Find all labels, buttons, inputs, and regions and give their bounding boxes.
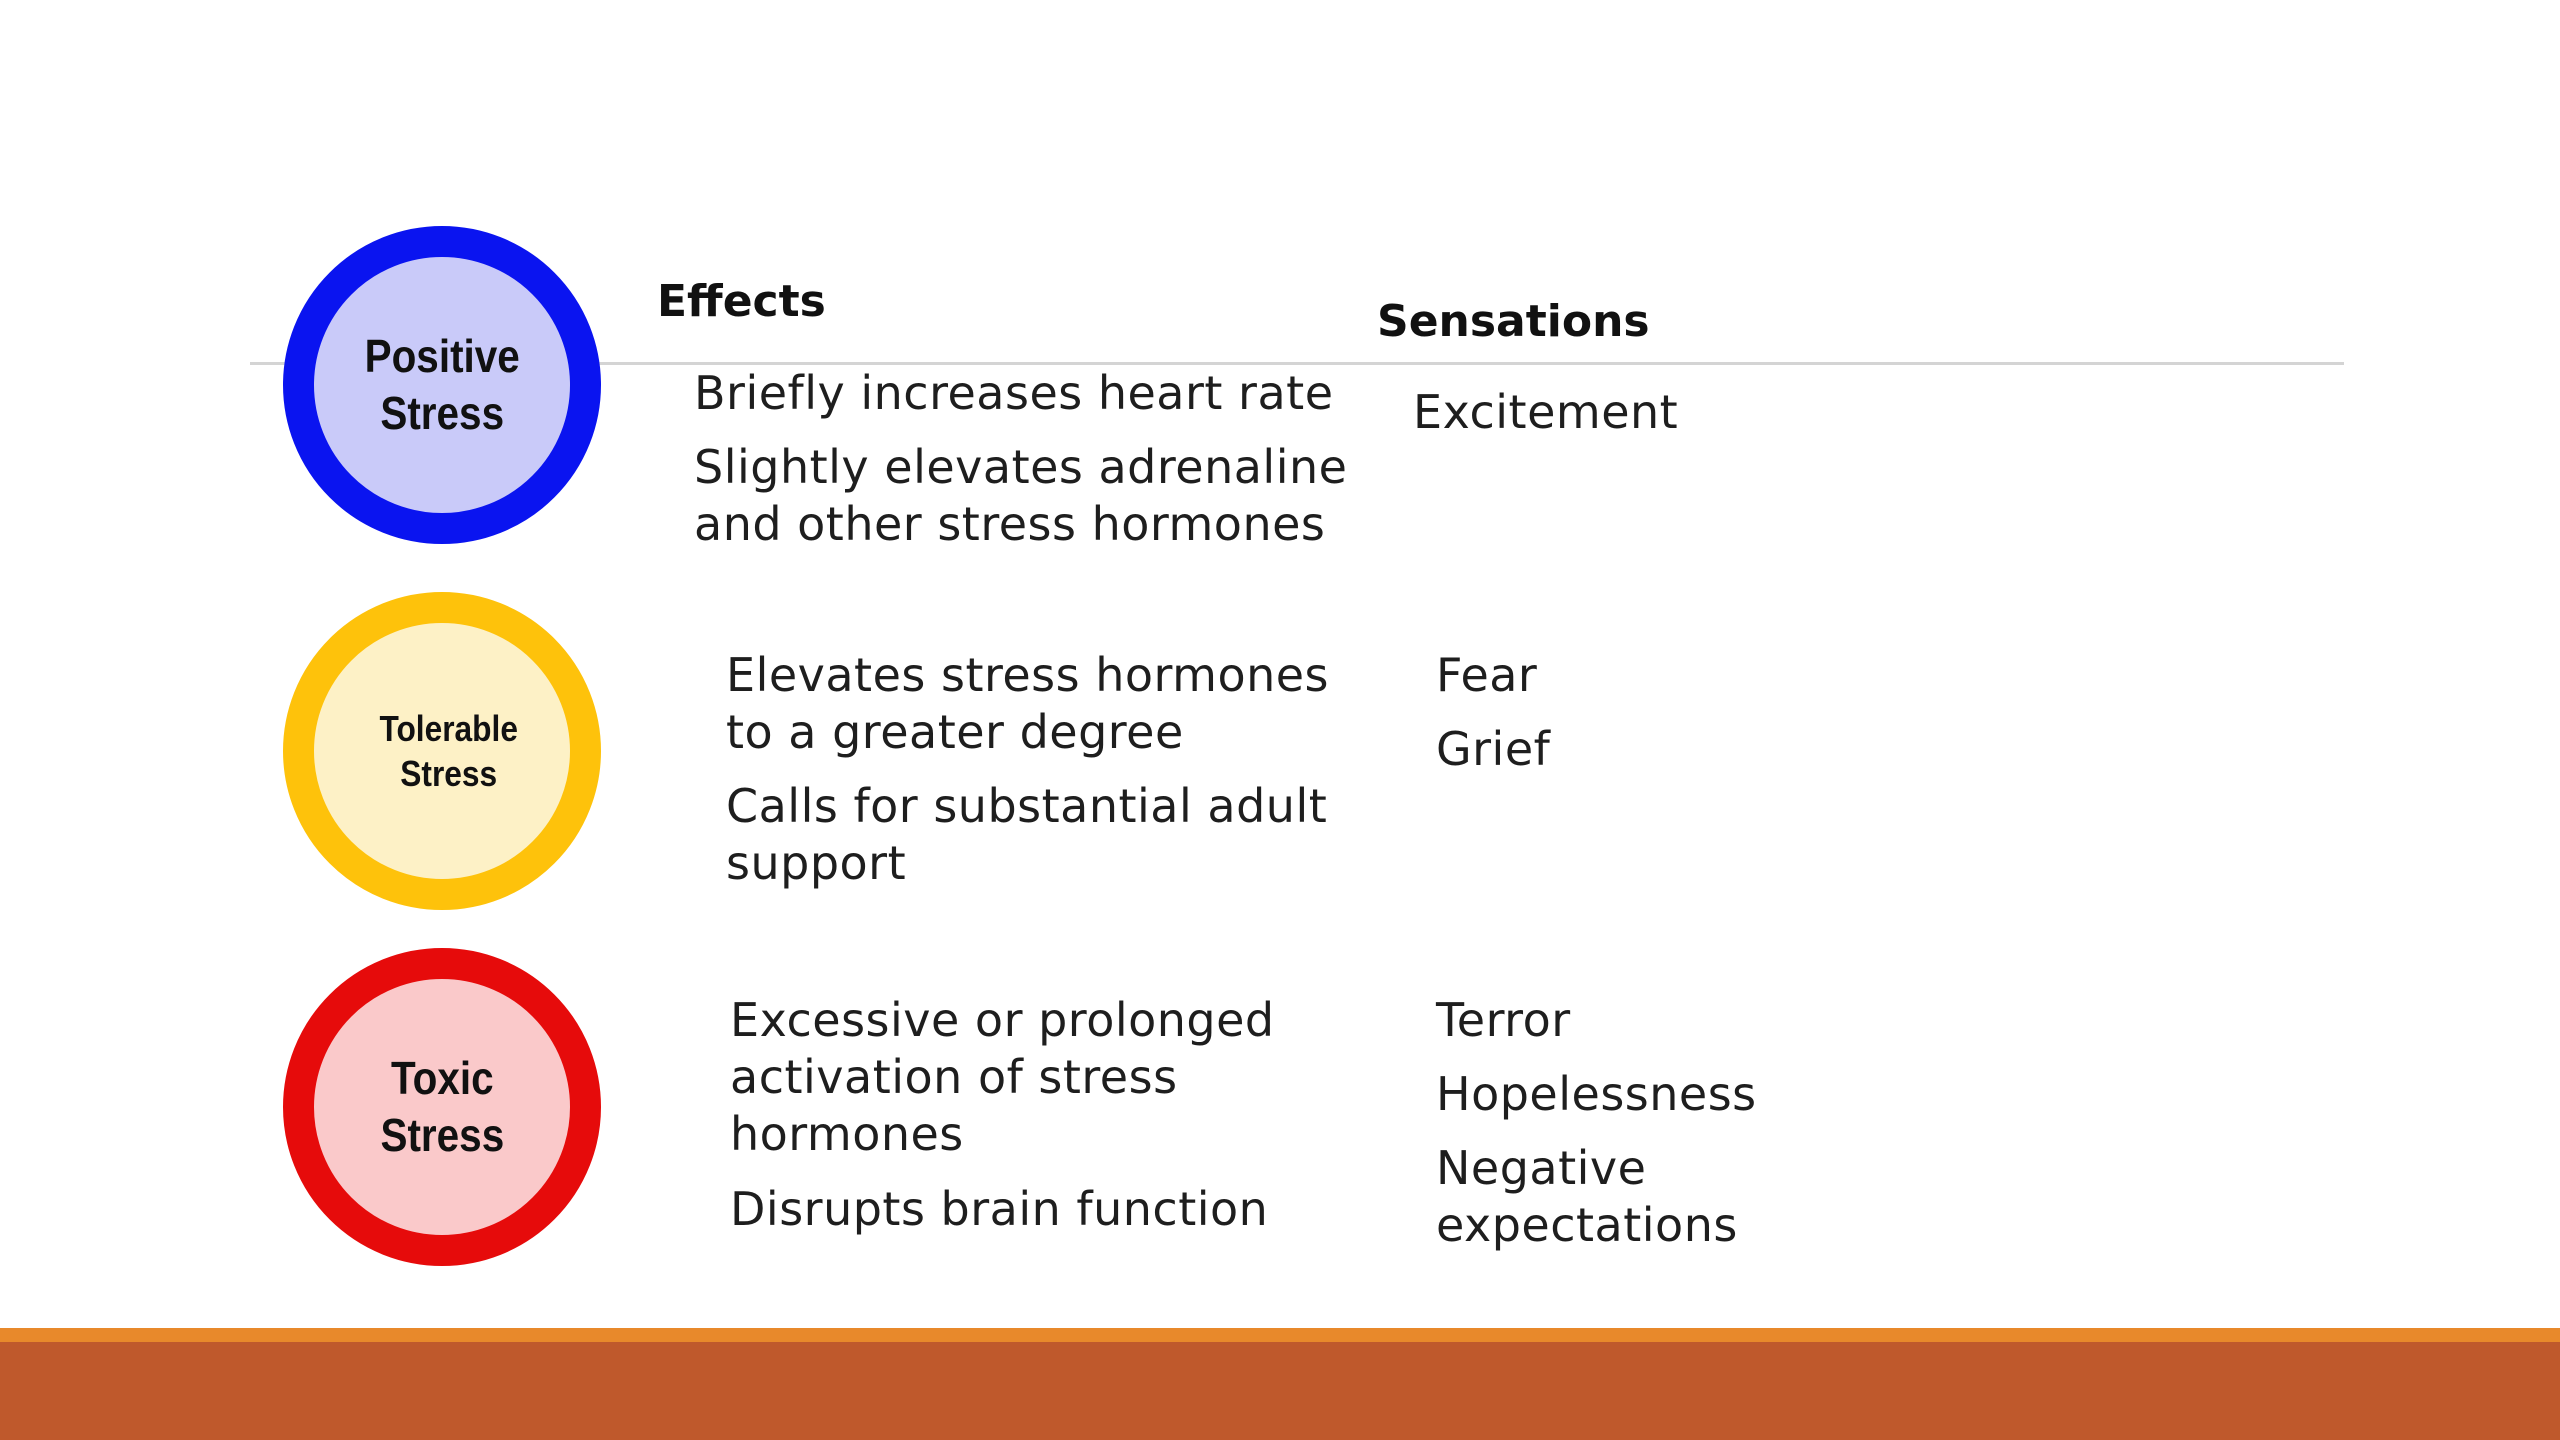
footer-band-thin [0,1328,2560,1342]
positive-sensation-1: Excitement [1413,385,1679,439]
tolerable-stress-label: Tolerable Stress [379,708,519,794]
positive-stress-label: Positive Stress [364,329,520,439]
toxic-sensation-1: Terror [1436,993,1571,1047]
positive-stress-circle [283,226,601,544]
tolerable-effect-1: Elevates stress hormones to a greater degree [726,648,1330,759]
positive-effect-2: Slightly elevates adrenaline and other stress hormones [694,440,1348,551]
footer-band-thick [0,1342,2560,1440]
tolerable-effect-2: Calls for substantial adult support [726,779,1328,890]
toxic-effect-2: Disrupts brain function [730,1182,1269,1236]
toxic-stress-label: Toxic Stress [380,1051,504,1161]
tolerable-stress-circle [283,592,601,910]
effects-header: Effects [657,276,826,327]
toxic-stress-circle [283,948,601,1266]
tolerable-sensation-2: Grief [1436,722,1551,776]
toxic-sensation-2: Hopelessness [1436,1067,1757,1121]
sensations-header: Sensations [1377,296,1650,347]
toxic-sensation-3: Negative expectations [1436,1141,1738,1252]
tolerable-sensation-1: Fear [1436,648,1538,702]
toxic-effect-1: Excessive or prolonged activation of stress hormones [730,993,1275,1161]
positive-effect-1: Briefly increases heart rate [694,366,1334,420]
